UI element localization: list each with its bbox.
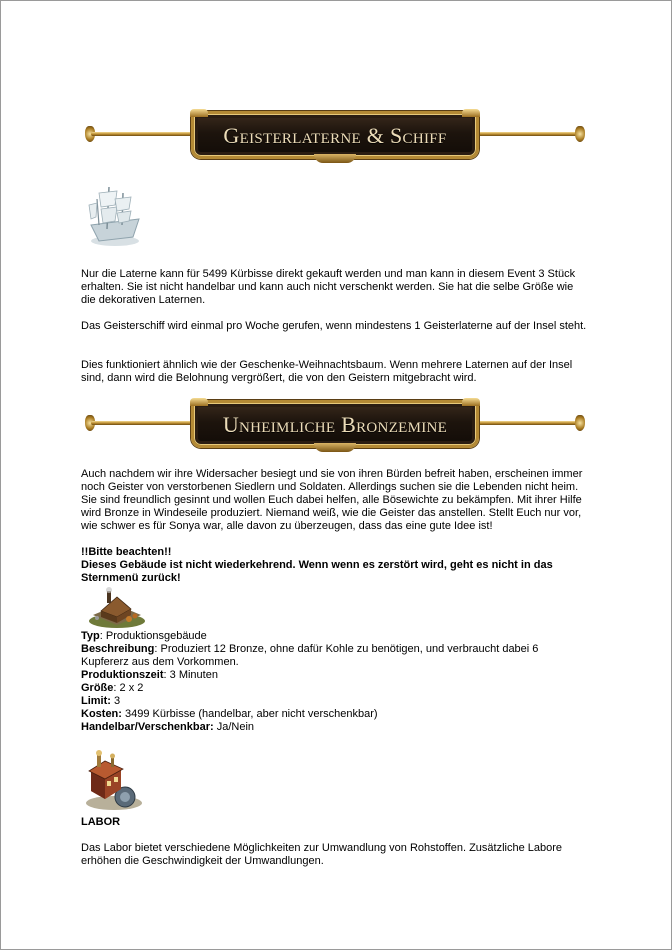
banner-ornament-right	[575, 415, 585, 431]
paragraph-bronze-mine-intro: Auch nachdem wir ihre Widersacher besiegt und sie von ihren Bürden befreit haben, erscheinen immer noch Geister von verstorbenen Siedlern und Soldaten. Allerdings suchen sie die Lebenden nicht heim. Sie sind freundlich gesinnt und wollen Euch dabei helfen, alle Bösewichte zu bekämpfen. Mit ihrer Hilfe wird Bronze in Windeseile produziert. Niemand weiß, wie die Geister das anstellen. Stellt Euch nur vor, wie schwer es für Sonya war, alle davon zu überzeugen, dass das eine gute Idee ist!	[81, 468, 583, 532]
bronze-mine-image	[87, 585, 147, 629]
banner-title: Geisterlaterne & Schiff	[223, 122, 447, 148]
spec-item-cost: Kosten: 3499 Kürbisse (handelbar, aber nicht verschenkbar)	[81, 708, 378, 720]
spec-item-limit: Limit: 3	[81, 695, 121, 707]
banner-rail-right	[475, 132, 579, 136]
spec-list	[81, 630, 587, 734]
banner-ornament-right	[575, 126, 585, 142]
warning-title: !!Bitte beachten!!	[81, 546, 172, 558]
paragraph-reward: Dies funktioniert ähnlich wie der Geschenke-Weihnachtsbaum. Wenn mehrere Laternen auf der Insel sind, dann wird die Belohnung vergrößert, die von den Geistern mitgebracht wird.	[81, 359, 573, 384]
banner-plate	[191, 400, 479, 448]
ghost-ship-image	[83, 179, 147, 249]
spec-item-production-time: Produktionszeit: 3 Minuten	[81, 669, 218, 681]
paragraph-lantern-purchase: Nur die Laterne kann für 5499 Kürbisse direkt gekauft werden und man kann in diesem Event 3 Stück erhalten. Sie ist nicht handelbar und kann auch nicht verschenkt werden. Sie hat die selbe Größe wie die dekorativen Laternen.	[81, 268, 576, 306]
warning-text: Dieses Gebäude ist nicht wiederkehrend. Wenn wenn es zerstört wird, geht es nicht in das Sternmenü zurück!	[81, 559, 553, 584]
banner-plate	[191, 111, 479, 159]
spec-item-size: Größe: 2 x 2	[81, 682, 144, 694]
section-banner-bronze-mine	[85, 400, 585, 448]
spec-item-description: Beschreibung: Produziert 12 Bronze, ohne dafür Kohle zu benötigen, und verbraucht dabei 6 Kupfererz aus dem Vorkommen.	[81, 643, 539, 668]
banner-rail-left	[91, 132, 195, 136]
laboratory-title: LABOR	[81, 816, 121, 828]
paragraph-ghost-ship: Das Geisterschiff wird einmal pro Woche gerufen, wenn mindestens 1 Geisterlaterne auf der Insel steht.	[81, 320, 587, 332]
banner-rail-right	[475, 421, 579, 425]
paragraph-laboratory: Das Labor bietet verschiedene Möglichkeiten zur Umwandlung von Rohstoffen. Zusätzliche Labore erhöhen die Geschwindigkeit der Umwandlungen.	[81, 842, 563, 867]
spec-item-type: Typ: Produktionsgebäude	[81, 630, 207, 642]
banner-rail-left	[91, 421, 195, 425]
spec-item-tradeable: Handelbar/Verschenkbar: Ja/Nein	[81, 721, 255, 733]
laboratory-image	[81, 747, 147, 813]
banner-title: Unheimliche Bronzemine	[222, 411, 448, 437]
section-banner-ghost-lantern	[85, 111, 585, 159]
